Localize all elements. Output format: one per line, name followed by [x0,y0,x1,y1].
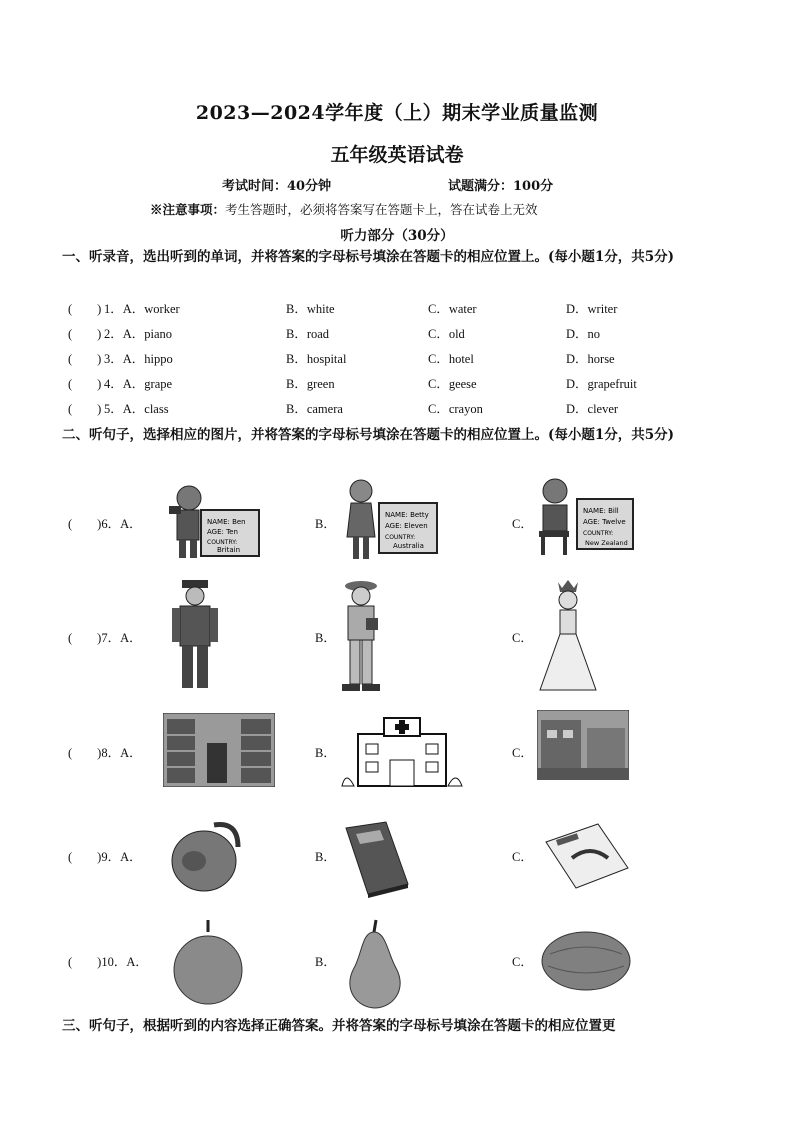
q9-label-b: B． [315,850,336,864]
option-a: 3．A．hippo [104,352,173,366]
q10-label-c: C． [512,955,533,969]
exam-time: 考试时间：40分钟 [222,179,332,194]
q9-picture-a-bag[interactable] [168,817,244,895]
option-b: B．road [286,327,330,341]
option-a: 4．A．grape [104,377,173,391]
q10-label-b: B． [315,955,336,969]
section3-heading: 三、听句子，根据听到的内容选择正确答案。并将答案的字母标号填涂在答题卡的相应位置更 [62,1018,616,1034]
question-row-2 [68,324,728,344]
q9-picture-c-card[interactable] [542,822,634,892]
ben-card-country: COUNTRY: [207,539,238,546]
option-a: 5．A．class [104,402,169,416]
option-d: D．horse [566,352,615,366]
notice [150,200,538,218]
q6-picture-a[interactable] [163,478,263,564]
betty-card-age: AGE: Eleven [385,522,428,530]
betty-card-country-value: Australia [393,542,424,550]
exam-title: 2023—2024学年度（上）期末学业质量监测 [195,102,599,124]
q6-label: ( )6．A． [68,517,142,531]
listening-part-title: 听力部分（30分） [340,228,454,244]
q7-label: ( )7．A． [68,631,142,645]
q9-picture-b-book[interactable] [342,820,412,898]
q8-label-c: C． [512,746,533,760]
answer-blank[interactable]: ( ) [68,302,102,316]
answer-blank[interactable]: ( ) [68,352,102,366]
q6-picture-b[interactable] [345,475,445,565]
option-c: C．hotel [428,352,474,366]
q7-picture-c-princess[interactable] [536,578,600,696]
section1-heading: 一、听录音，选出听到的单词，并将答案的字母标号填涂在答题卡的相应位置上。(每小题1分，共5分) [62,249,675,265]
question-row-3 [68,349,728,369]
option-a: 1．A．worker [104,302,180,316]
notice-text: 考生答题时，必须将答案写在答题卡上，答在试卷上无效 [225,202,538,217]
q7-picture-b-explorer[interactable] [336,578,386,696]
q10-picture-b-pear[interactable] [340,918,410,1010]
q8-label-b: B． [315,746,336,760]
question-row-1 [68,299,728,319]
q6-label-c: C． [512,517,533,531]
q7-picture-a-police[interactable] [170,578,220,692]
q7-label-c: C． [512,631,533,645]
option-b: B．hospital [286,352,347,366]
option-c: C．old [428,327,465,341]
q8-picture-b-hospital[interactable] [340,712,464,790]
option-b: B．camera [286,402,343,416]
answer-blank[interactable]: ( ) [68,402,102,416]
bill-card-country: COUNTRY: [583,530,614,537]
answer-blank[interactable]: ( ) [68,377,102,391]
ben-card-country-value: Britain [217,546,241,554]
ben-card-age: AGE: Ten [207,528,238,536]
option-d: D．writer [566,302,618,316]
section2-heading: 二、听句子，选择相应的图片，并将答案的字母标号填涂在答题卡的相应位置上。(每小题1分，共5分) [62,427,675,443]
q10-label: ( )10．A． [68,955,148,969]
full-score: 试题满分：100分 [448,179,554,194]
option-c: C．water [428,302,477,316]
option-c: C．crayon [428,402,483,416]
bill-card-country-value: New Zealand [585,539,628,547]
option-a: 2．A．piano [104,327,173,341]
option-c: C．geese [428,377,477,391]
option-d: D．clever [566,402,619,416]
question-row-5 [68,399,728,419]
q6-picture-c[interactable] [537,475,637,561]
bill-card-name: NAME: Bill [583,507,619,515]
option-d: D．grapefruit [566,377,637,391]
betty-card-country: COUNTRY: [385,534,416,541]
q8-label: ( )8．A． [68,746,142,760]
q8-picture-a-library[interactable] [163,713,275,787]
question-row-4 [68,374,728,394]
option-d: D．no [566,327,601,341]
bill-card-age: AGE: Twelve [583,518,626,526]
exam-subtitle: 五年级英语试卷 [330,144,464,166]
q8-picture-c-street[interactable] [537,710,629,780]
notice-label: ※注意事项： [150,202,226,217]
q9-label: ( )9．A． [68,850,142,864]
q7-label-b: B． [315,631,336,645]
option-b: B．white [286,302,335,316]
q10-picture-a-orange[interactable] [172,918,244,1008]
option-b: B．green [286,377,335,391]
q9-label-c: C． [512,850,533,864]
betty-card-name: NAME: Betty [385,511,429,519]
q6-label-b: B． [315,517,336,531]
ben-card-name: NAME: Ben [207,518,246,526]
answer-blank[interactable]: ( ) [68,327,102,341]
q10-picture-c-melon[interactable] [540,930,632,992]
